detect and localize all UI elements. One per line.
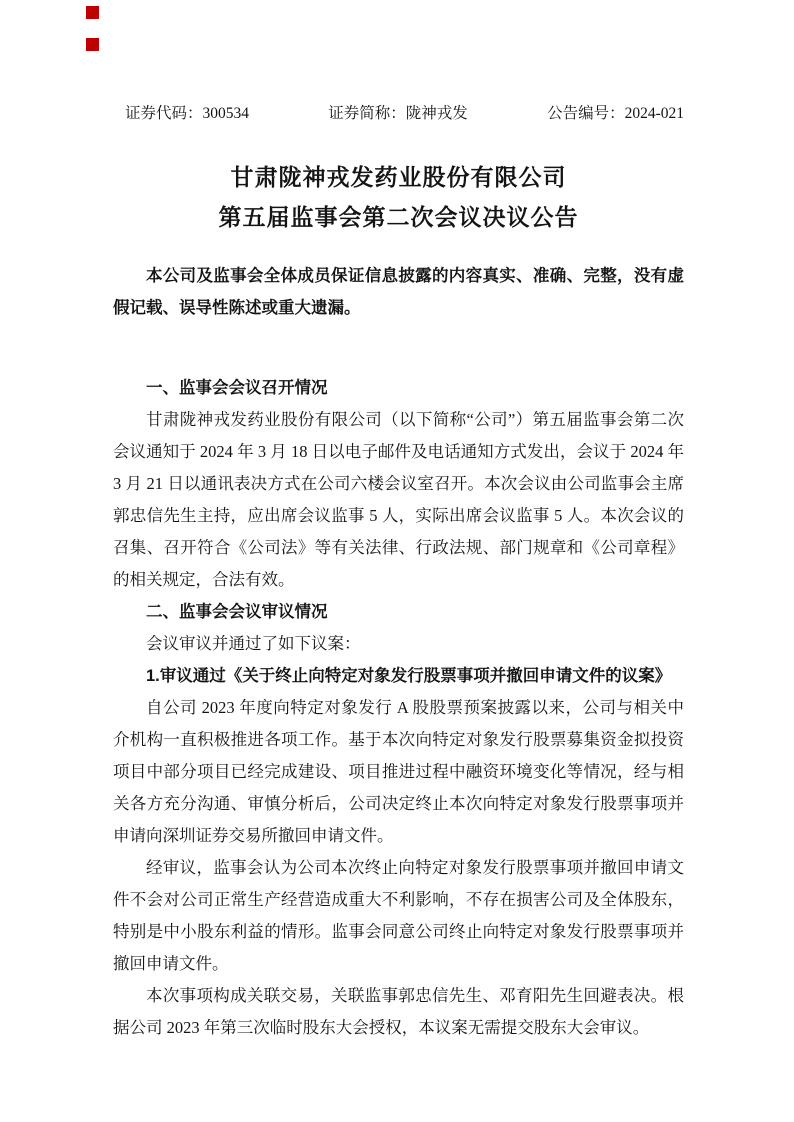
section-2-heading: 二、监事会会议审议情况 xyxy=(146,603,328,621)
document-content xyxy=(113,0,684,1044)
section-1-paragraph: 甘肃陇神戎发药业股份有限公司（以下简称“公司”）第五届监事会第二次会议通知于 2024 年 3 月 18 日以电子邮件及电话通知方式发出，会议于 2024 年 3 月 21 日以通讯表决方式在公司六楼会议室召开。本次会议由公司监事会主席郭忠信先生主持，应出席会议监事 5 人，实际出席会议监事 5 人。本次会议的召集、召开符合《公司法》等有关法律、行政法规、部门规章和《公司章程》的相关规定，合法有效。 xyxy=(113,410,684,589)
red-corner-marker-bottom xyxy=(86,38,99,51)
proposals-intro: 会议审议并通过了如下议案： xyxy=(146,634,361,653)
proposal-1-paragraph-1: 自公司 2023 年度向特定对象发行 A 股股票预案披露以来，公司与相关中介机构一直积极推进各项工作。基于本次向特定对象发行股票募集资金拟投资项目中部分项目已经完成建设、项目推进过程中融资环境变化等情况，经与相关各方充分沟通、审慎分析后，公司决定终止本次向特定对象发行股票事项并申请向深圳证券交易所撤回申请文件。 xyxy=(113,698,684,845)
announcement-number-label: 公告编号：2024-021 xyxy=(547,105,684,122)
stock-code-label: 证券代码：300534 xyxy=(125,105,250,122)
announcement-title: 第五届监事会第二次会议决议公告 xyxy=(218,204,579,230)
proposal-1-paragraph-2: 经审议，监事会认为公司本次终止向特定对象发行股票事项并撤回申请文件不会对公司正常生产经营造成重大不利影响，不存在损害公司及全体股东，特别是中小股东利益的情形。监事会同意公司终止向特定对象发行股票事项并撤回申请文件。 xyxy=(113,858,684,973)
integrity-statement: 本公司及监事会全体成员保证信息披露的内容真实、准确、完整，没有虚假记载、误导性陈述或重大遗漏。 xyxy=(113,267,684,317)
securities-header-row xyxy=(113,104,684,124)
proposal-1-paragraph-3: 本次事项构成关联交易，关联监事郭忠信先生、邓育阳先生回避表决。根据公司 2023 年第三次临时股东大会授权，本议案无需提交股东大会审议。 xyxy=(113,986,684,1037)
section-1-heading: 一、监事会会议召开情况 xyxy=(146,379,328,397)
company-name-title: 甘肃陇神戎发药业股份有限公司 xyxy=(230,164,567,190)
red-corner-marker-top xyxy=(86,6,99,19)
proposal-1-title: 1.审议通过《关于终止向特定对象发行股票事项并撤回申请文件的议案》 xyxy=(146,667,672,685)
stock-short-name-label: 证券简称：陇神戎发 xyxy=(328,105,468,122)
document-title-block xyxy=(113,157,684,237)
